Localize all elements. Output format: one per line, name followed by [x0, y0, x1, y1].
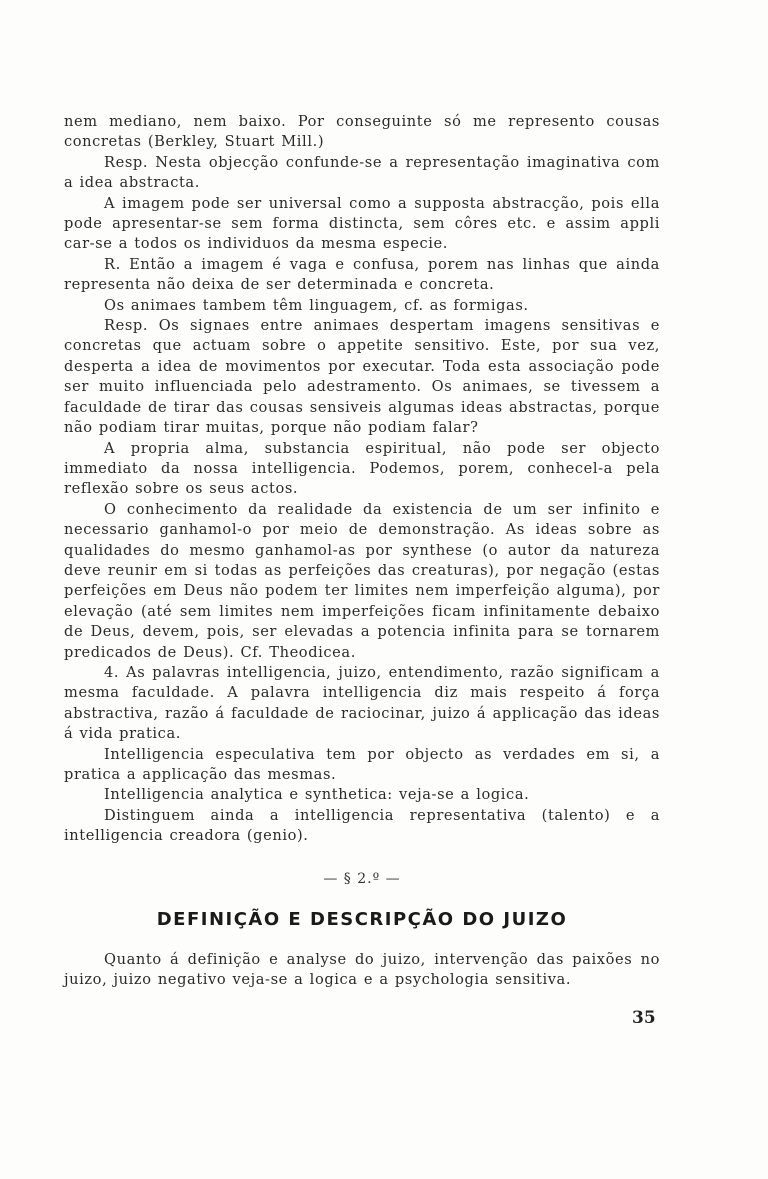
section-mark: — § 2.º — — [323, 870, 401, 887]
page-body — [64, 112, 660, 990]
paragraph-9: 4. As palavras intelligencia, juizo, entendimento, razão significam a mesma faculdade. A palavra intelligencia diz mais respeito á força abstractiva, razão á faculdade de raciocinar, juizo á applicação das ideas á vida pratica. — [64, 663, 660, 743]
section-title: DEFINIÇÃO E DESCRIPÇÃO DO JUIZO — [156, 908, 568, 930]
paragraph-10: Intelligencia especulativa tem por objecto as verdades em si, a pratica a applicação das mesmas. — [64, 745, 660, 783]
final-paragraph: Quanto á definição e analyse do juizo, intervenção das paixões no juizo, juizo negativo veja-se a logica e a psychologia sensitiva. — [64, 950, 660, 989]
paragraph-3: A imagem pode ser universal como a supposta abstracção, pois ella pode apresentar-se sem forma distincta, sem côres etc. e assim appli car-se a todos os individuos da mesma especie. — [64, 194, 660, 253]
paragraph-11: Intelligencia analytica e synthetica: veja-se a logica. — [104, 786, 530, 804]
paragraph-1: nem mediano, nem baixo. Por conseguinte só me represento cousas concretas (Berkley, Stuart Mill.) — [64, 113, 660, 151]
paragraph-5: Os animaes tambem têm linguagem, cf. as formigas. — [104, 296, 529, 314]
page-number: 35 — [632, 1008, 656, 1028]
paragraph-7: A propria alma, substancia espiritual, não pode ser objecto immediato da nossa intelligencia. Podemos, porem, conhecel-a pela reflexão sobre os seus actos. — [64, 439, 660, 498]
paragraph-2: Resp. Nesta objecção confunde-se a representação imaginativa com a idea abstracta. — [64, 153, 660, 192]
paragraph-8: O conhecimento da realidade da existencia de um ser infinito e necessario ganhamol-o por meio de demonstração. As ideas sobre as qualidades do mesmo ganhamol-as por synthese (o autor da natureza deve reunir em si todas as perfeições das creaturas), por negação (estas perfeições em Deus não podem ter limites nem imperfeição alguma), por elevação (até sem limites nem imperfeições ficam infinitamente debaixo de Deus, devem, pois, ser elevadas a potencia infinita para se tornarem predicados de Deus). Cf. Theodicea. — [64, 500, 660, 661]
paragraph-6: Resp. Os signaes entre animaes despertam imagens sensitivas e concretas que actuam sobre o appetite sensitivo. Este, por sua vez, desperta a idea de movimentos por executar. Toda esta associação pode ser muito influenciada pelo adestramento. Os animaes, se tivessem a faculdade de tirar das cousas sensiveis algumas ideas abstractas, porque não podiam tirar muitas, porque não podiam falar? — [64, 317, 660, 437]
paragraph-4: R. Então a imagem é vaga e confusa, porem nas linhas que ainda representa não deixa de ser determinada e concreta. — [64, 255, 660, 294]
paragraph-12: Distinguem ainda a intelligencia representativa (talento) e a intelligencia creadora (genio). — [64, 806, 660, 845]
